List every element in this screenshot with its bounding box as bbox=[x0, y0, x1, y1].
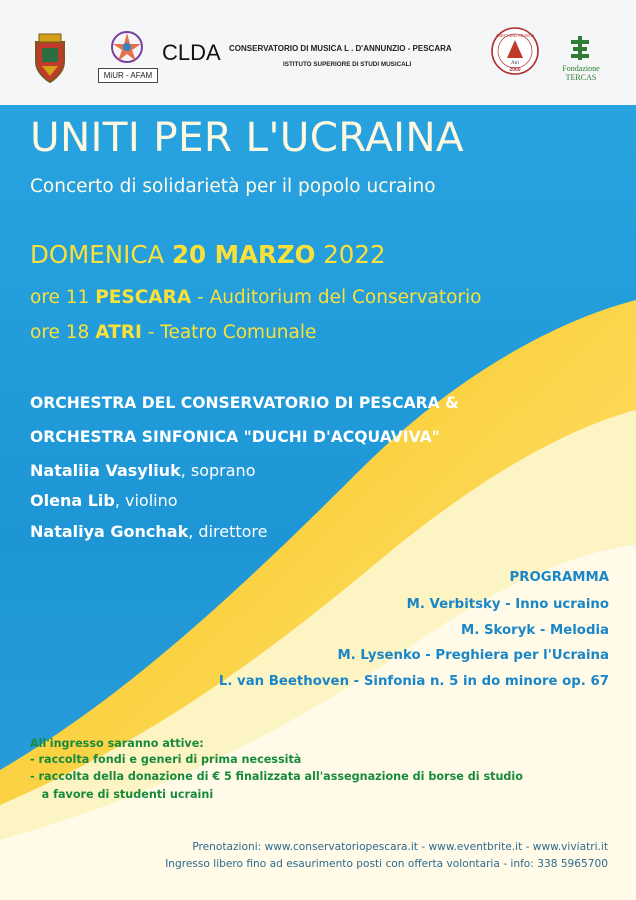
miur-label: MiUR - AFAM bbox=[98, 68, 158, 83]
show-time: ore 18 bbox=[30, 322, 96, 343]
note-item: - raccolta fondi e generi di prima necessità bbox=[30, 753, 302, 766]
date-day: DOMENICA bbox=[30, 240, 172, 269]
program-item: M. Skoryk - Melodia bbox=[461, 623, 609, 638]
performer-role: , soprano bbox=[180, 461, 256, 480]
event-title: UNITI PER L'UCRAINA bbox=[30, 113, 464, 161]
performer bbox=[30, 522, 267, 541]
tercas-tree-icon bbox=[568, 34, 592, 62]
clda-logo: CLDA bbox=[162, 40, 221, 65]
atri-seal-year: 2000 bbox=[509, 67, 521, 73]
date-day-month: 20 MARZO bbox=[171, 240, 316, 269]
performer-role: , violino bbox=[114, 491, 178, 510]
show-city: PESCARA bbox=[95, 287, 192, 308]
program-item: L. van Beethoven - Sinfonia n. 5 in do minore op. 67 bbox=[218, 674, 609, 689]
miur-afam-logo bbox=[98, 30, 156, 84]
show-pescara bbox=[30, 287, 482, 308]
pescara-crest-logo bbox=[30, 32, 70, 84]
performer-name: Nataliya Gonchak bbox=[30, 522, 189, 541]
performer bbox=[30, 491, 178, 510]
show-venue: - Auditorium del Conservatorio bbox=[191, 287, 482, 308]
orchestra-line: ORCHESTRA DEL CONSERVATORIO DI PESCARA & bbox=[30, 394, 459, 412]
performer-name: Nataliia Vasyliuk bbox=[30, 461, 181, 480]
performer bbox=[30, 461, 255, 480]
performer-name: Olena Lib bbox=[30, 491, 115, 510]
conservatory-name: CONSERVATORIO DI MUSICA L . D'ANNUNZIO - PESCARA bbox=[229, 44, 452, 53]
tercas-line1: Fondazione bbox=[562, 64, 600, 73]
conservatory-subtitle: ISTITUTO SUPERIORE DI STUDI MUSICALI bbox=[283, 61, 412, 68]
program-item: M. Verbitsky - Inno ucraino bbox=[406, 597, 609, 612]
program-item: M. Lysenko - Preghiera per l'Ucraina bbox=[337, 648, 609, 663]
date-year: 2022 bbox=[315, 240, 386, 269]
event-date bbox=[30, 240, 386, 269]
performer-role: , direttore bbox=[188, 522, 268, 541]
tercas-label bbox=[556, 64, 606, 82]
tercas-line2: TERCAS bbox=[565, 73, 597, 82]
show-atri bbox=[30, 322, 316, 343]
miur-star-icon bbox=[110, 30, 144, 64]
fondazione-tercas-logo bbox=[556, 34, 606, 90]
show-city: ATRI bbox=[95, 322, 142, 343]
footer-bookings: Prenotazioni: www.conservatoriopescara.it - www.eventbrite.it - www.viviatri.it bbox=[192, 841, 608, 853]
orchestra-line: ORCHESTRA SINFONICA "DUCHI D'ACQUAVIVA" bbox=[30, 428, 440, 446]
show-venue: - Teatro Comunale bbox=[141, 322, 317, 343]
event-subtitle: Concerto di solidarietà per il popolo ucraino bbox=[30, 176, 436, 197]
footer-info: Ingresso libero fino ad esaurimento posti con offerta volontaria - info: 338 5965700 bbox=[165, 858, 608, 870]
amici-musica-atri-seal bbox=[490, 26, 540, 76]
notes-heading: All'ingresso saranno attive: bbox=[30, 737, 204, 750]
note-item: a favore di studenti ucraini bbox=[30, 788, 214, 801]
program-title: PROGRAMMA bbox=[509, 570, 609, 585]
atri-seal-town: Atri bbox=[510, 61, 520, 66]
atri-seal-top-text: AMICI della MUSICA bbox=[495, 33, 535, 38]
note-item: - raccolta della donazione di € 5 finalizzata all'assegnazione di borse di studio bbox=[30, 770, 523, 783]
show-time: ore 11 bbox=[30, 287, 96, 308]
